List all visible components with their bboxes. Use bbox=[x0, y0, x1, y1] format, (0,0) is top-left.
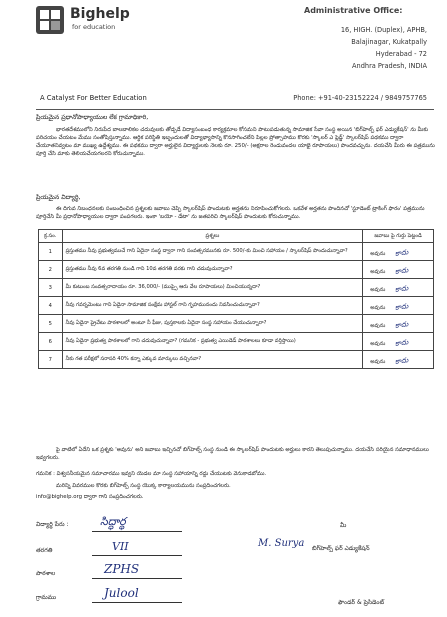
request-heading: ప్రియమైన విద్యార్థి, bbox=[36, 194, 81, 201]
office-address-line: Andhra Pradesh, INDIA bbox=[352, 62, 427, 70]
table-row bbox=[39, 279, 434, 297]
row-question: ప్రస్తుతము నీవు 6వ తరగతి నుండి గాని 10వ తరగతి వరకు గాని చదువుచున్నావా? bbox=[62, 261, 363, 279]
row-question: నీకు గత పరీక్షలో సరాసరి 40% కన్నా ఎక్కువ మార్కులు వచ్చినవా? bbox=[62, 351, 363, 369]
class-label: తరగతి bbox=[36, 547, 53, 554]
closing-contact: మరిన్ని వివరముల కొరకు బిగ్‌హెల్ప్ సంస్థ యొక్క కార్యాలయమును సంప్రదించగలరు. bbox=[56, 483, 231, 489]
answer-marked: కాదు bbox=[394, 248, 410, 258]
office-address-line: 16, HIGH. (Duplex), APHB, bbox=[340, 26, 427, 34]
village-value: Julool bbox=[104, 586, 139, 600]
name-underline bbox=[92, 531, 182, 532]
answer-yes: అవును bbox=[370, 359, 386, 365]
answer-marked: కాదు bbox=[394, 266, 410, 276]
row-number: 1 bbox=[39, 243, 63, 261]
col-serial: క్ర.సం. bbox=[39, 230, 63, 243]
row-number: 6 bbox=[39, 333, 63, 351]
signer-organization: బిగ్‌హెల్ప్ ఫర్ ఎడ్యుకేషన్ bbox=[312, 545, 370, 552]
class-value: VII bbox=[112, 540, 129, 553]
row-answer bbox=[363, 315, 434, 333]
row-question: నీవు గవర్నమెంటు గాని ఏదైనా సామాజిక సంక్షేమ హాస్టల్ గాని గృహమునందు నివసించుచున్నావా? bbox=[62, 297, 363, 315]
table-row bbox=[39, 315, 434, 333]
answer-yes: అవును bbox=[370, 287, 386, 293]
row-question: ప్రస్తుతము నీవు ప్రభుత్వముచే గాని ఏదైనా సంస్థ ద్వారా గాని సంవత్సరమునకు రూ. 500/-కు మించి సహాయం / స్కాలర్‌షిప్ పొందుచున్నావా? bbox=[62, 243, 363, 261]
request-paragraph: ఈ దిగువ నిబంధనలకు సంబంధించిన ప్రశ్నలకు జవాబు చెప్పి స్కాలర్‌షిప్ పొందుటకు అర్హతను నిరూపించుకోగలరు. ఒకవేళ అర్హతను పొందినచో 'స్టూడెంట్ ట్రాకింగ్ ఫారం' పత్రమును పూర్తిచేసి మీ ప్రధానోపాధ్యాయుల ద్వారా పంపగలరు. ఇంకా 'బయో - డేటా' ను జతపరిచి స్కాలర్‌షిప్ పొందుటకు కోరుచున్నాము. bbox=[36, 206, 425, 220]
table-row bbox=[39, 261, 434, 279]
answer-marked: కాదు bbox=[394, 356, 410, 366]
school-underline bbox=[92, 578, 182, 579]
intro-paragraph: భారతదేశములోని నిరుపేద బాలబాలికల చదువులకు తోడ్పడే విద్యాసంబంధ కార్యక్రమాల కోసమని పాటుపడుతున్న సామాజిక సేవా సంస్థ అయిన 'బిగ్‌హెల్ప్ ఫర్ ఎడ్యుకేషన్' ను మీకు పరిచయం చేయటం మేము సంతోషిస్తున్నాము. ఆర్థిక పరిస్థితి ఇబ్బందులతో విద్యాభ్యాసాన్ని కొనసాగించలేని పిల్లల ప్రోత్సాహము కొరకు 'స్కాలర్ ఎ ప్లెడ్జ్' స్కాలర్‌షిప్ పథకము ద్వారా చేయూతనివ్వటం మా ముఖ్య ఉద్దేశ్యము. ఈ పథకము ద్వారా అర్హులైన విద్యార్థులకు నెలకు రూ. 250/- (అక్షరాల రెండువందల యాభై రూపాయలు) పొందవచ్చును. దయచేసి మీరు ఈ పత్రమును పూర్తి చేసి మాకు తెలియచేయగలరని కోరుచున్నాము. bbox=[36, 127, 435, 157]
closing-email: info@bighelp.org ద్వారా గాని సంప్రదించగలరు. bbox=[36, 494, 144, 500]
signer-prefix: మీ bbox=[340, 522, 347, 529]
row-question: నీవు ఏదైనా ప్రభుత్వ పాఠశాలలో గాని చదువుచున్నావా? (గమనిక - ప్రభుత్వ ఎయిడెడ్ పాఠశాలలు కూడా వర్తిస్తాయి) bbox=[62, 333, 363, 351]
col-question: ప్రశ్నలు bbox=[62, 230, 363, 243]
salutation: ప్రియమైన ప్రధానోపాధ్యాయుల లేక గ్రామాధికారి, bbox=[36, 114, 149, 121]
answer-yes: అవును bbox=[370, 341, 386, 347]
brand-name: Bighelp bbox=[70, 6, 130, 22]
answer-marked: కాదు bbox=[394, 302, 410, 312]
row-number: 2 bbox=[39, 261, 63, 279]
brand-subtitle: for education bbox=[72, 23, 116, 31]
office-address-line: Balajinagar, Kukatpally bbox=[351, 38, 427, 46]
row-answer bbox=[363, 243, 434, 261]
eligibility-table bbox=[38, 229, 434, 369]
table-header-row bbox=[39, 230, 434, 243]
row-number: 4 bbox=[39, 297, 63, 315]
answer-yes: అవును bbox=[370, 269, 386, 275]
logo-mark bbox=[36, 6, 64, 34]
closing-note: గమనిక : విశ్వసనీయమైన సమాచారము ఇవ్వని యెడల మా సంస్థ సహాయాన్ని రద్దు చేయుటకు వెనుకాడబోము. bbox=[36, 471, 267, 477]
col-answer: జవాబు పై గుర్తు పెట్టండి bbox=[363, 230, 434, 243]
village-underline bbox=[92, 602, 182, 603]
answer-yes: అవును bbox=[370, 305, 386, 311]
student-name-value: సిద్ధార్థ bbox=[100, 515, 126, 528]
answer-marked: కాదు bbox=[394, 284, 410, 294]
signature: M. Surya bbox=[258, 538, 305, 549]
closing-paragraph: పై వాటిలో ఏదేని ఒక ప్రశ్నకు 'అవును' అని జవాబు ఇచ్చినచో బిగ్‌హెల్ప్ సంస్థ నుండి ఈ స్కాలర్‌షిప్ పొందుటకు అర్హులు కారని తెలుపుచున్నాము. దయచేసి సరియైన సమాధానములు ఇవ్వగలరు. bbox=[36, 447, 429, 461]
table-row bbox=[39, 351, 434, 369]
table-row bbox=[39, 297, 434, 315]
office-phone: Phone: +91-40-23152224 / 9849757765 bbox=[293, 94, 427, 102]
class-underline bbox=[92, 555, 182, 556]
answer-yes: అవును bbox=[370, 251, 386, 257]
table-row bbox=[39, 243, 434, 261]
answer-yes: అవును bbox=[370, 323, 386, 329]
row-answer bbox=[363, 261, 434, 279]
row-answer bbox=[363, 333, 434, 351]
office-heading: Administrative Office: bbox=[304, 6, 403, 15]
header-divider bbox=[36, 109, 434, 110]
row-number: 3 bbox=[39, 279, 63, 297]
school-label: పాఠశాల bbox=[36, 570, 56, 577]
table-row bbox=[39, 333, 434, 351]
village-label: గ్రామము bbox=[36, 594, 57, 601]
school-value: ZPHS bbox=[104, 562, 140, 576]
row-answer bbox=[363, 279, 434, 297]
row-answer bbox=[363, 297, 434, 315]
student-name-label: విద్యార్థి పేరు : bbox=[36, 521, 69, 528]
answer-marked: కాదు bbox=[394, 320, 410, 330]
row-question: నీవు ఏదైనా ప్రైవేటు పాఠశాలలో అంటూ నీ ఫీజు, పుస్తకాలకు ఏదైనా సంస్థ సహాయం చేయుచున్నారా? bbox=[62, 315, 363, 333]
row-question: మీ కుటుంబ సంవత్సరాదాయం రూ. 36,000/- (ముప్పై ఆరు వేల రూపాయలు) మించియున్నదా? bbox=[62, 279, 363, 297]
tagline: A Catalyst For Better Education bbox=[40, 94, 147, 102]
row-answer bbox=[363, 351, 434, 369]
row-number: 5 bbox=[39, 315, 63, 333]
signer-title: ఫౌండర్ & ప్రెసిడెంట్ bbox=[338, 599, 385, 606]
answer-marked: కాదు bbox=[394, 338, 410, 348]
office-address-line: Hyderabad - 72 bbox=[375, 50, 427, 58]
row-number: 7 bbox=[39, 351, 63, 369]
